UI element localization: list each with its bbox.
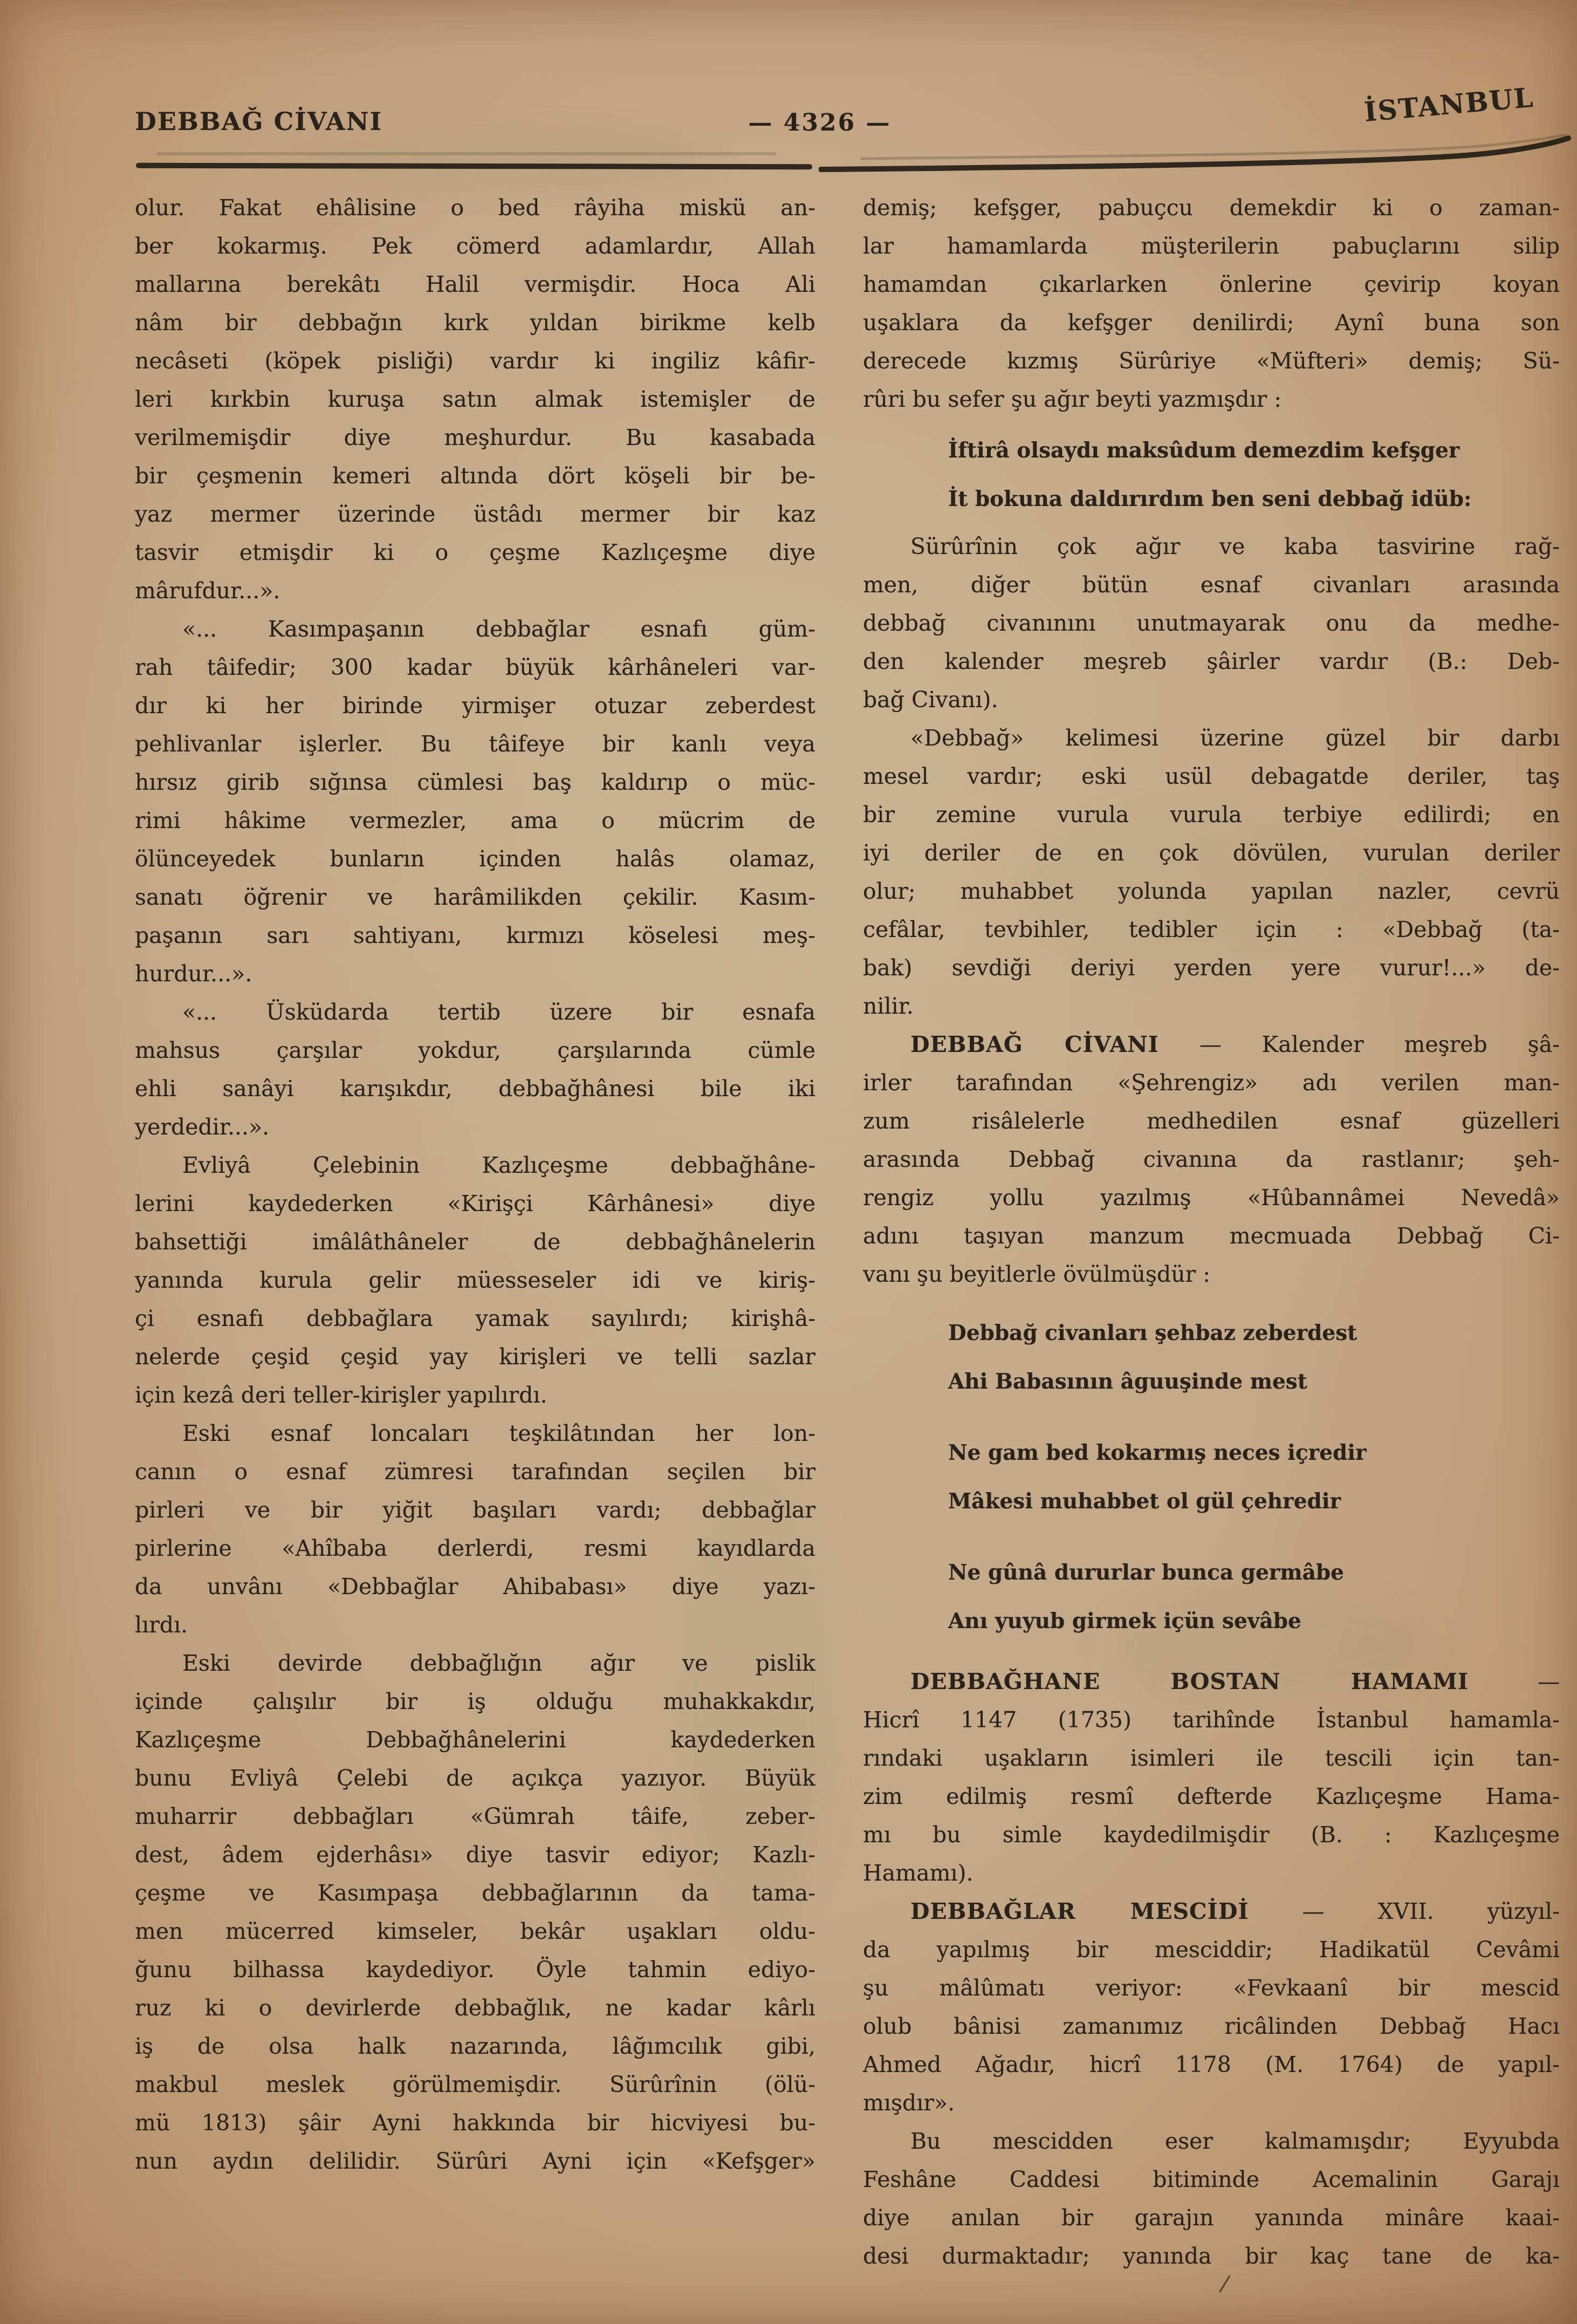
text-line: Feshâne Caddesi bitiminde Acemalinin Garajı: [863, 2166, 1560, 2192]
text-line: «Debbağ» kelimesi üzerine güzel bir darbı: [910, 725, 1560, 751]
text-line: paşanın sarı sahtiyanı, kırmızı köselesi meş-: [135, 922, 815, 948]
text-line: nâm bir debbağın kırk yıldan birikme kelb: [135, 310, 815, 336]
text-line: nelerde çeşid çeşid yay kirişleri ve telli sazlar: [135, 1344, 815, 1370]
text-line: şu mâlûmatı veriyor: «Fevkaanî bir mescid: [863, 1975, 1560, 2001]
paragraph: [863, 528, 1560, 719]
text-line: irler tarafından «Şehrengiz» adı verilen man-: [863, 1070, 1560, 1096]
verse-block: [863, 1309, 1560, 1645]
text-line: desi durmaktadır; yanında bir kaç tane de ka-: [863, 2243, 1560, 2269]
text-line: Hicrî 1147 (1735) tarihînde İstanbul hamamla-: [863, 1707, 1560, 1733]
text-line: içinde çalışılır bir iş olduğu muhakkakdır,: [135, 1689, 815, 1714]
text-line: mahsus çarşılar yokdur, çarşılarında cümle: [135, 1037, 815, 1063]
text-line: men mücerred kimseler, bekâr uşakları oldu-: [135, 1918, 815, 1944]
text-line: mârufdur...».: [135, 578, 280, 604]
text-line: debbağ civanınını unutmayarak onu da medhe-: [863, 610, 1560, 636]
text-line: Kazlıçeşme Debbağhânelerini kaydederken: [135, 1727, 815, 1753]
paragraph: [863, 719, 1560, 1026]
header-rule-ghost: [156, 152, 777, 155]
text-line: ber kokarmış. Pek cömerd adamlardır, Allah: [135, 233, 815, 259]
text-line: pirlerine «Ahîbaba derlerdi, resmi kayıdlarda: [135, 1535, 815, 1561]
text-line: Ne gam bed kokarmış neces içredir: [948, 1440, 1367, 1465]
text-line: zim edilmiş resmî defterde Kazlıçeşme Hama-: [863, 1783, 1560, 1809]
right-column: [863, 189, 1560, 2275]
text-line: mı bu simle kaydedilmişdir (B. : Kazlıçeşme: [863, 1822, 1560, 1848]
text-line: pirleri ve bir yiğit başıları vardı; debbağlar: [135, 1497, 815, 1523]
paragraph: [135, 189, 815, 610]
text-line: cefâlar, tevbihler, tedibler için : «Debbağ (ta-: [863, 917, 1560, 942]
text-line: arasında Debbağ civanına da rastlanır; şeh-: [863, 1146, 1560, 1172]
paragraph: [135, 610, 815, 993]
page-number: — 4326 —: [748, 109, 892, 136]
text-line: iyi deriler de en çok dövülen, vurulan deriler: [863, 840, 1560, 866]
text-line: derecede kızmış Sürûriye «Müfteri» demiş; Sü-: [863, 348, 1560, 374]
text-line: Debbağ civanları şehbaz zeberdest: [948, 1321, 1357, 1345]
text-line: olur; muhabbet yolunda yapılan nazler, cevrü: [863, 878, 1560, 904]
entry-term: DEBBAĞ CİVANI: [910, 1031, 1159, 1057]
text-line: yaz mermer üzerinde üstâdı mermer bir kaz: [135, 501, 815, 527]
paragraph: [135, 993, 815, 1146]
text-line: için kezâ deri teller-kirişler yapılırdı.: [135, 1382, 547, 1408]
text-line: hamamdan çıkarlarken önlerine çevirip koyan: [863, 271, 1560, 297]
paragraph: [863, 2122, 1560, 2275]
text-line: «... Üsküdarda tertib üzere bir esnafa: [182, 999, 815, 1025]
couplet: [863, 1428, 1560, 1526]
text-line: da yapılmış bir mesciddir; Hadikatül Cevâmi: [863, 1937, 1560, 1963]
text-line: adını taşıyan manzum mecmuada Debbağ Ci-: [863, 1223, 1560, 1249]
running-title-left: DEBBAĞ CİVANI: [135, 107, 383, 136]
text-line: hurdur...».: [135, 961, 252, 987]
text-line: nilir.: [863, 993, 914, 1019]
entry-term: DEBBAĞLAR MESCİDİ: [910, 1898, 1249, 1924]
text-line: lar hamamlarda müşterilerin pabuçlarını silip: [863, 233, 1560, 259]
text-line: DEBBAĞHANE BOSTAN HAMAMI —: [910, 1669, 1560, 1694]
text-line: muharrir debbağları «Gümrah tâife, zeber-: [135, 1803, 815, 1829]
paragraph: [135, 1644, 815, 2181]
text-line: tasvir etmişdir ki o çeşme Kazlıçeşme diye: [135, 539, 815, 565]
couplet: [863, 1548, 1560, 1645]
text-line: nun aydın delilidir. Sürûri Ayni için «Kefşger»: [135, 2148, 815, 2174]
encyclopedia-entry: [863, 1663, 1560, 1892]
text-line: uşaklara da kefşger denilirdi; Aynî buna son: [863, 310, 1560, 336]
text-line: canın o esnaf zümresi tarafından seçilen bir: [135, 1459, 815, 1485]
text-line: vanı şu beyitlerle övülmüşdür :: [863, 1261, 1211, 1287]
text-line: İftirâ olsaydı maksûdum demezdim kefşger: [948, 438, 1460, 463]
text-line: mesel vardır; eski usül debagatde deriler, taş: [863, 763, 1560, 789]
text-line: mü 1813) şâir Ayni hakkında bir hicviyesi bu-: [135, 2110, 815, 2136]
text-line: men, diğer bütün esnaf civanları arasında: [863, 572, 1560, 598]
text-line: iş de olsa halk nazarında, lâğımcılık gibi,: [135, 2033, 815, 2059]
encyclopedia-entry: [863, 1892, 1560, 2122]
text-line: İt bokuna daldırırdım ben seni debbağ idüb:: [948, 487, 1472, 511]
text-line: rındaki uşakların isimleri ile tescili için tan-: [863, 1745, 1560, 1771]
paragraph: [863, 189, 1560, 419]
paragraph: [135, 1146, 815, 1414]
text-line: pehlivanlar işlerler. Bu tâifeye bir kanlı veya: [135, 731, 815, 757]
text-line: mallarına berekâtı Halil vermişdir. Hoca Ali: [135, 271, 815, 297]
running-title-right: İSTANBUL: [1362, 81, 1535, 128]
text-line: Bu mescidden eser kalmamışdır; Eyyubda: [910, 2128, 1560, 2154]
text-line: dest, âdem ejderhâsı» diye tasvir ediyor; Kazlı-: [135, 1842, 815, 1868]
text-line: verilmemişdir diye meşhurdur. Bu kasabada: [135, 425, 815, 450]
text-line: zum risâlelerle medhedilen esnaf güzelleri: [863, 1108, 1560, 1134]
text-line: diye anılan bir garajın yanında minâre kaai-: [863, 2205, 1560, 2231]
text-line: rûri bu sefer şu ağır beyti yazmışdır :: [863, 386, 1282, 412]
text-line: demiş; kefşger, pabuçcu demekdir ki o zaman-: [863, 195, 1560, 221]
text-line: bahsettiği imâlâthâneler de debbağhânelerin: [135, 1229, 815, 1255]
text-line: çi esnafı debbağlara yamak sayılırdı; kirişhâ-: [135, 1305, 815, 1331]
text-line: lırdı.: [135, 1612, 188, 1638]
text-line: ğunu bilhassa kaydediyor. Öyle tahmin ediyo-: [135, 1957, 815, 1983]
encyclopedia-entry: [863, 1026, 1560, 1294]
stray-mark: /: [1218, 2270, 1232, 2297]
text-line: Mâkesi muhabbet ol gül çehredir: [948, 1489, 1341, 1514]
text-line: mışdır».: [863, 2090, 955, 2116]
couplet-block: [863, 426, 1560, 523]
text-line: «... Kasımpaşanın debbağlar esnafı güm-: [182, 616, 815, 642]
text-line: Evliyâ Çelebinin Kazlıçeşme debbağhâne-: [182, 1152, 815, 1178]
text-line: lerini kaydederken «Kirişçi Kârhânesi» diye: [135, 1191, 815, 1216]
text-line: olur. Fakat ehâlisine o bed râyiha miskü an-: [135, 195, 815, 221]
left-column: [135, 189, 815, 2181]
text-line: Ahi Babasının âguuşinde mest: [948, 1369, 1307, 1394]
text-line: Ne gûnâ dururlar bunca germâbe: [948, 1560, 1344, 1585]
header-rule-left: [136, 163, 812, 170]
text-line: ölünceyedek bunların içinden halâs olamaz,: [135, 846, 815, 872]
text-line: makbul meslek görülmemişdir. Sürûrînin (ölü-: [135, 2072, 815, 2097]
ink-bleed-spot: [302, 135, 712, 183]
entry-term: DEBBAĞHANE BOSTAN HAMAMI: [910, 1669, 1469, 1694]
text-line: Ahmed Ağadır, hicrî 1178 (M. 1764) de yapıl-: [863, 2052, 1560, 2077]
text-line: DEBBAĞ CİVANI — Kalender meşreb şâ-: [910, 1031, 1560, 1057]
text-line: necâseti (köpek pisliği) vardır ki ingiliz kâfir-: [135, 348, 815, 374]
text-line: sanatı öğrenir ve harâmilikden çekilir. Kasım-: [135, 884, 815, 910]
text-line: çeşme ve Kasımpaşa debbağlarının da tama-: [135, 1880, 815, 1906]
text-line: Hamamı).: [863, 1860, 973, 1886]
text-line: yerdedir...».: [135, 1114, 270, 1140]
text-line: olub bânisi zamanımız ricâlinden Debbağ Hacı: [863, 2013, 1560, 2039]
text-line: ehli sanâyi karışıkdır, debbağhânesi bile iki: [135, 1076, 815, 1102]
text-line: bak) sevdiği deriyi yerden yere vurur!...» de-: [863, 955, 1560, 981]
text-line: Anı yuyub girmek içün sevâbe: [948, 1609, 1301, 1633]
paragraph: [135, 1414, 815, 1644]
text-line: bunu Evliyâ Çelebi de açıkça yazıyor. Büyük: [135, 1765, 815, 1791]
text-line: yanında kurula gelir müesseseler idi ve kiriş-: [135, 1267, 815, 1293]
text-line: DEBBAĞLAR MESCİDİ — XVII. yüzyıl-: [910, 1898, 1560, 1924]
text-line: Sürûrînin çok ağır ve kaba tasvirine rağ-: [910, 534, 1560, 559]
header-rule-right: [819, 134, 1572, 177]
text-line: da unvânı «Debbağlar Ahibabası» diye yazı-: [135, 1574, 815, 1600]
text-line: rah tâifedir; 300 kadar büyük kârhâneleri var-: [135, 654, 815, 680]
text-line: bir çeşmenin kemeri altında dört köşeli bir be-: [135, 463, 815, 489]
text-line: Eski esnaf loncaları teşkilâtından her lon-: [182, 1420, 815, 1446]
text-line: hırsız girib sığınsa cümlesi baş kaldırıp o müc-: [135, 769, 815, 795]
text-line: ruz ki o devirlerde debbağlık, ne kadar kârlı: [135, 1995, 815, 2021]
text-line: den kalender meşreb şâirler vardır (B.: Deb-: [863, 648, 1560, 674]
text-line: bağ Civanı).: [863, 687, 998, 713]
couplet: [863, 1309, 1560, 1406]
text-line: Eski devirde debbağlığın ağır ve pislik: [182, 1650, 815, 1676]
text-line: bir zemine vurula vurula terbiye edilirdi; en: [863, 802, 1560, 828]
text-line: rengiz yollu yazılmış «Hûbannâmei Nevedâ»: [863, 1185, 1560, 1211]
text-line: dır ki her birinde yirmişer otuzar zeberdest: [135, 693, 815, 719]
text-line: leri kırkbin kuruşa satın almak istemişler de: [135, 386, 815, 412]
text-line: rimi hâkime vermezler, ama o mücrim de: [135, 808, 815, 833]
